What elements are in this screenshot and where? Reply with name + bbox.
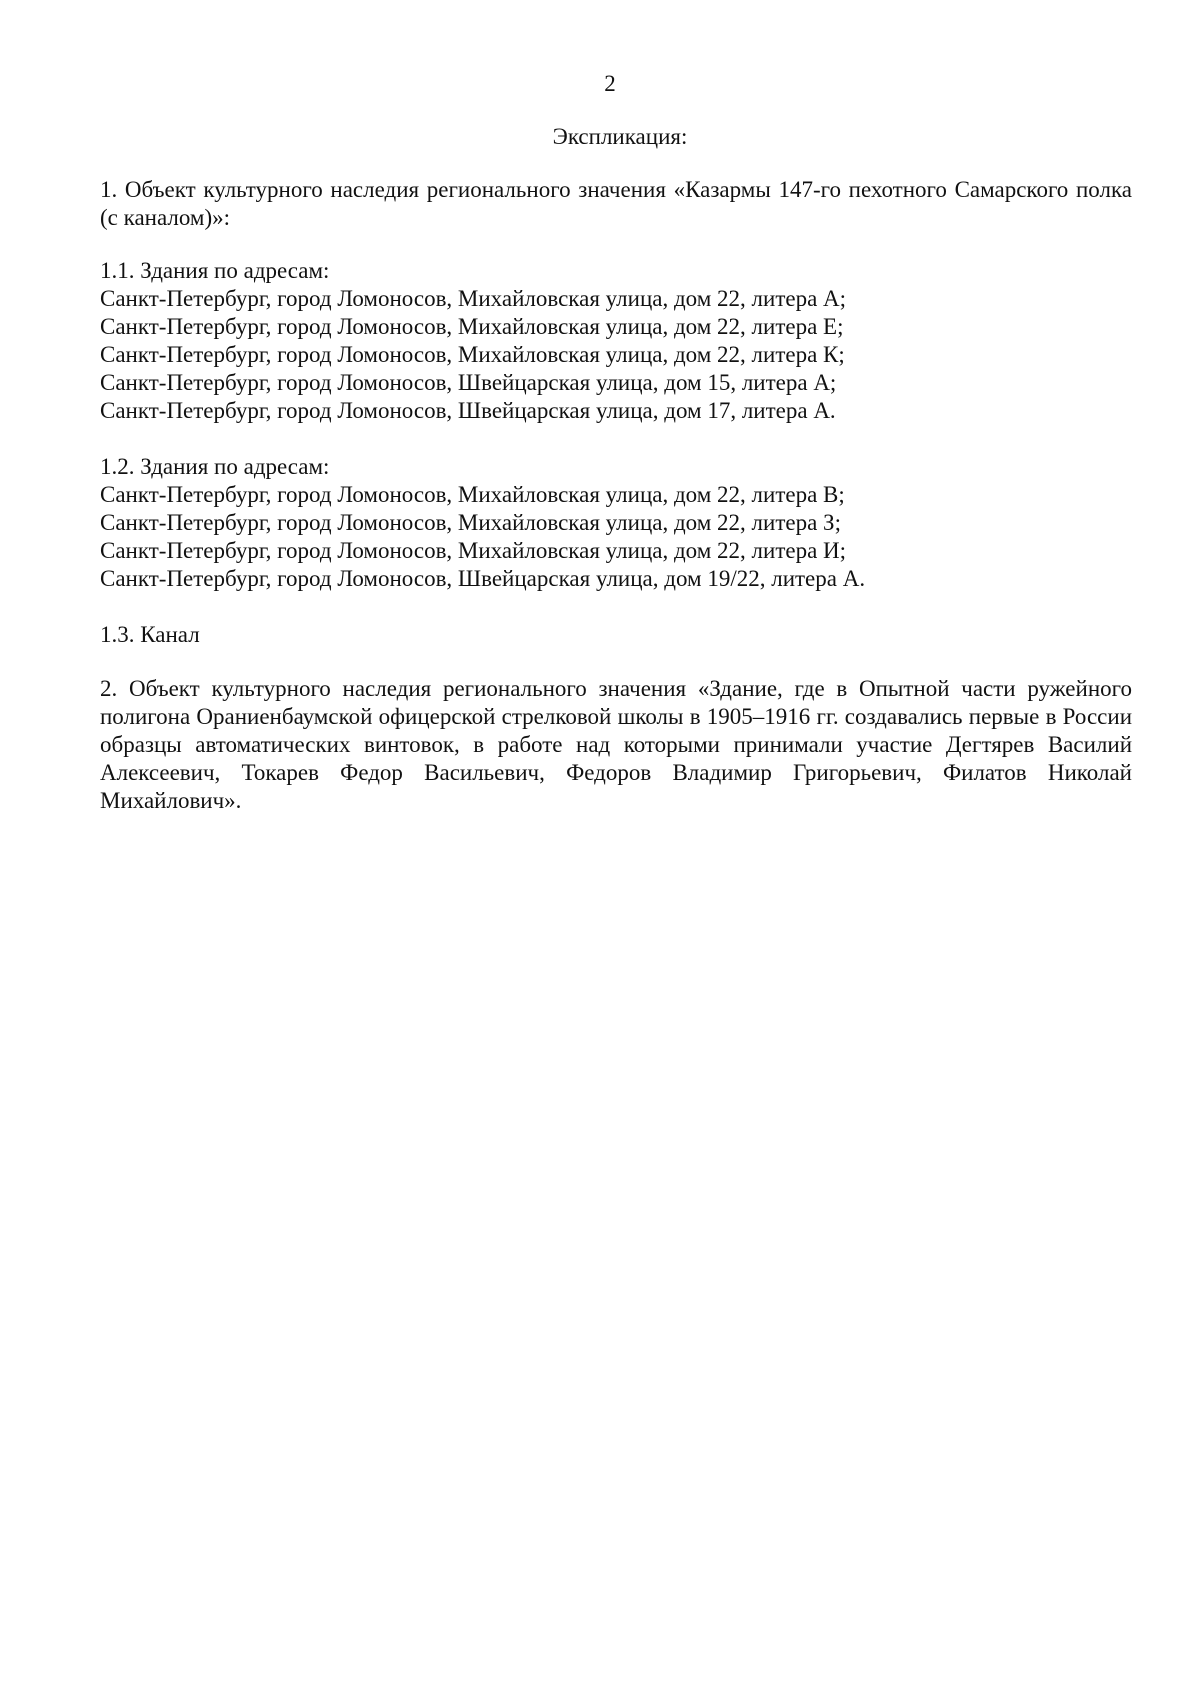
address-line: Санкт-Петербург, город Ломоносов, Швейцарская улица, дом 17, литера А. bbox=[100, 398, 836, 423]
address-line: Санкт-Петербург, город Ломоносов, Михайловская улица, дом 22, литера И; bbox=[100, 538, 847, 563]
document-heading: Экспликация: bbox=[552, 124, 688, 149]
item-1-1-title: 1.1. Здания по адресам: bbox=[100, 258, 330, 283]
item-1-2-block bbox=[100, 453, 1132, 593]
address-line: Санкт-Петербург, город Ломоносов, Швейцарская улица, дом 15, литера А; bbox=[100, 370, 837, 395]
item-1-text: 1. Объект культурного наследия регионального значения «Казармы 147-го пехотного Самарского полка (с каналом)»: bbox=[100, 177, 1132, 230]
page-number: 2 bbox=[604, 71, 616, 96]
item-1-2-title: 1.2. Здания по адресам: bbox=[100, 454, 330, 479]
address-line: Санкт-Петербург, город Ломоносов, Михайловская улица, дом 22, литера А; bbox=[100, 286, 847, 311]
item-1-1-block bbox=[100, 257, 1132, 425]
item-2-text: 2. Объект культурного наследия регионального значения «Здание, где в Опытной части ружейного полигона Ораниенбаумской офицерской стрелковой школы в 1905–1916 гг. создавались первые в России образцы автоматических винтовок, в работе над которыми принимали участие Дегтярев Василий Алексеевич, Токарев Федор Васильевич, Федоров Владимир Григорьевич, Филатов Николай Михайлович». bbox=[100, 676, 1132, 813]
item-1-3-block bbox=[100, 621, 1132, 649]
address-line: Санкт-Петербург, город Ломоносов, Швейцарская улица, дом 19/22, литера А. bbox=[100, 566, 866, 591]
address-line: Санкт-Петербург, город Ломоносов, Михайловская улица, дом 22, литера Е; bbox=[100, 314, 844, 339]
address-line: Санкт-Петербург, город Ломоносов, Михайловская улица, дом 22, литера К; bbox=[100, 342, 845, 367]
address-line: Санкт-Петербург, город Ломоносов, Михайловская улица, дом 22, литера З; bbox=[100, 510, 841, 535]
item-1-3-text: 1.3. Канал bbox=[100, 622, 200, 647]
address-line: Санкт-Петербург, город Ломоносов, Михайловская улица, дом 22, литера В; bbox=[100, 482, 845, 507]
item-2-paragraph bbox=[100, 675, 1132, 815]
item-1-paragraph bbox=[100, 176, 1132, 232]
